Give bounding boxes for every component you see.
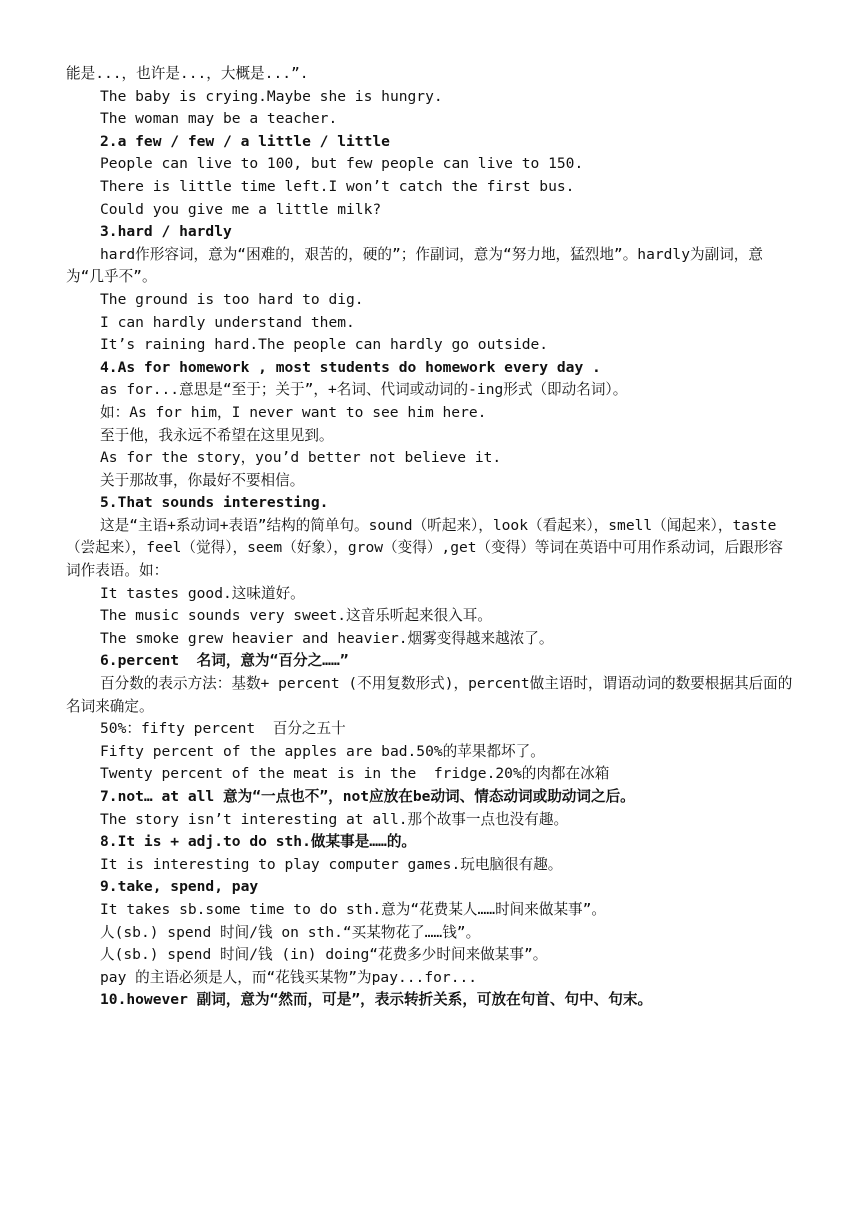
text-line: The woman may be a teacher.: [100, 110, 338, 128]
text-line: It is interesting to play computer games.玩电脑很有趣。: [100, 855, 563, 873]
text-line: 至于他，我永远不希望在这里见到。: [100, 426, 334, 444]
text-line: 人(sb.) spend 时间/钱 on sth.“买某物花了……钱”。: [100, 923, 481, 941]
text-line: 50%：fifty percent 百分之五十: [100, 720, 346, 738]
section-heading: 9.take, spend, pay: [100, 878, 259, 896]
text-line: It tastes good.这味道好。: [100, 584, 305, 602]
text-line: 如：As for him，I never want to see him here.: [100, 403, 487, 421]
text-line: It’s raining hard.The people can hardly go outside.: [100, 336, 549, 354]
section-heading: 8.It is + adj.to do sth.做某事是……的。: [100, 833, 417, 851]
text-line: The ground is too hard to dig.: [100, 290, 364, 308]
text-line: Fifty percent of the apples are bad.50%的苹果都坏了。: [100, 742, 545, 760]
section-heading: 5.That sounds interesting.: [100, 494, 329, 512]
text-line: The baby is crying.Maybe she is hungry.: [100, 87, 443, 105]
text-line: The story isn’t interesting at all.那个故事一点也没有趣。: [100, 810, 569, 828]
text-line: 关于那故事，你最好不要相信。: [100, 471, 305, 489]
section-heading: 7.not… at all 意为“一点也不”，not应放在be动词、情态动词或助动词之后。: [100, 788, 635, 805]
section-heading: 3.hard / hardly: [100, 223, 232, 241]
text-line: 能是...，也许是...，大概是...”.: [66, 65, 309, 82]
text-line: There is little time left.I won’t catch the first bus.: [100, 177, 575, 195]
text-line: hard作形容词，意为“困难的，艰苦的，硬的”；作副词，意为“努力地，猛烈地”。hardly为副词，意为“几乎不”。: [66, 245, 763, 286]
section-heading: 2.a few / few / a little / little: [100, 132, 390, 150]
text-line: 这是“主语+系动词+表语”结构的简单句。sound（听起来），look（看起来），smell（闻起来），taste（尝起来），feel（觉得），seem（好象），grow（变得）,get（变得）等词在英语中可用作系动词，后跟形容词作表语。如：: [66, 516, 784, 580]
section-heading: 6.percent 名词，意为“百分之……”: [100, 652, 349, 670]
text-line: People can live to 100, but few people can live to 150.: [100, 155, 584, 173]
text-line: as for...意思是“至于；关于”，+名词、代词或动词的-ing形式（即动名词）。: [100, 381, 628, 399]
text-line: pay 的主语必须是人，而“花钱买某物”为pay...for...: [100, 968, 478, 986]
text-line: 人(sb.) spend 时间/钱 (in) doing“花费多少时间来做某事”。: [100, 946, 548, 964]
text-line: 百分数的表示方法：基数+ percent (不用复数形式)，percent做主语时，谓语动词的数要根据其后面的名词来确定。: [66, 675, 793, 715]
text-line: Twenty percent of the meat is in the fridge.20%的肉都在冰箱: [100, 765, 610, 783]
text-line: As for the story，you’d better not believe it.: [100, 449, 502, 467]
text-line: The smoke grew heavier and heavier.烟雾变得越来越浓了。: [100, 629, 554, 647]
section-heading: 10.however 副词，意为“然而，可是”，表示转折关系，可放在句首、句中、句末。: [100, 991, 653, 1009]
text-line: Could you give me a little milk?: [100, 200, 382, 218]
text-line: I can hardly understand them.: [100, 313, 355, 331]
text-line: It takes sb.some time to do sth.意为“花费某人……时间来做某事”。: [100, 900, 607, 918]
section-heading: 4.As for homework , most students do homework every day .: [100, 358, 601, 376]
text-line: The music sounds very sweet.这音乐听起来很入耳。: [100, 607, 492, 625]
